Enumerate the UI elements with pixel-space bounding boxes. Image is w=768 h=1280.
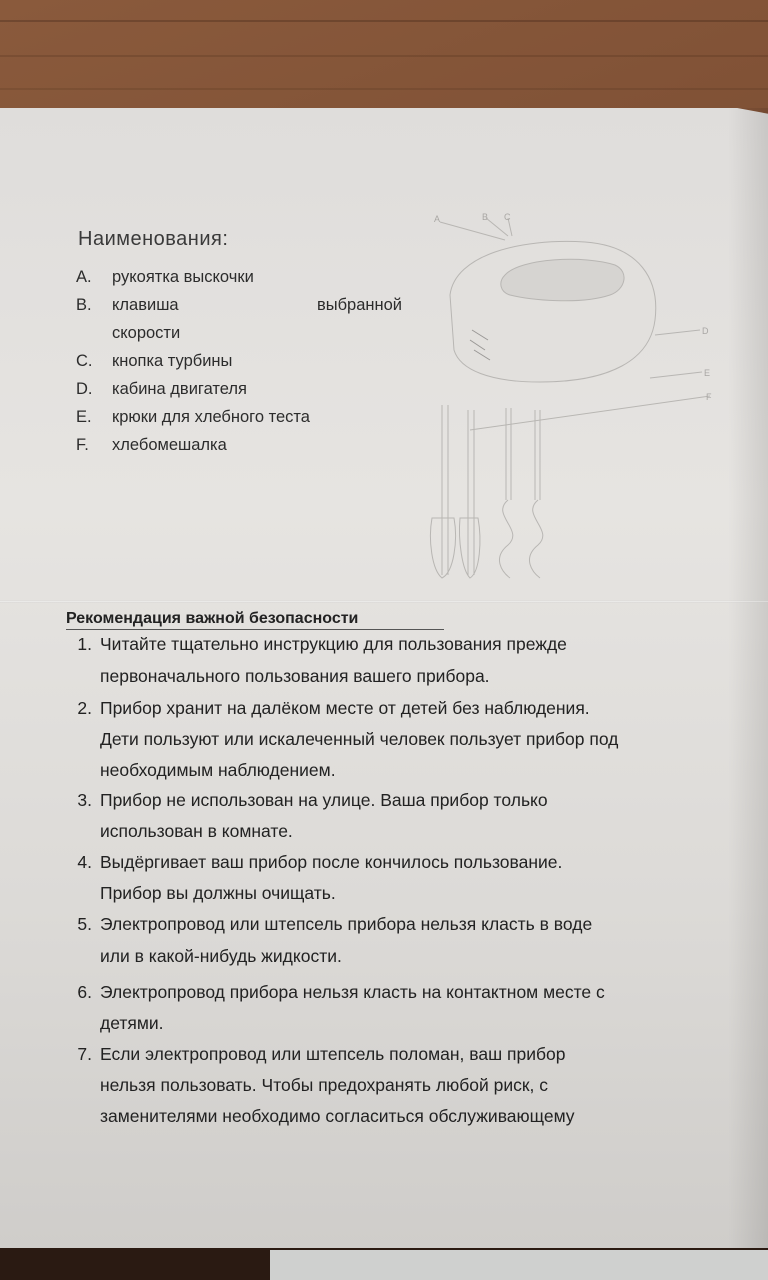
- mixer-diagram: [410, 200, 750, 590]
- safety-heading-underline: [66, 629, 444, 630]
- diagram-label-c: C: [504, 212, 511, 222]
- names-heading: Наименования:: [78, 228, 229, 250]
- part-item-e: E. крюки для хлебного теста: [76, 408, 310, 426]
- part-item-c: C. кнопка турбины: [76, 352, 233, 370]
- diagram-label-a: A: [434, 214, 441, 224]
- diagram-label-d: D: [702, 326, 709, 336]
- part-item-b-continued: скорости: [112, 324, 181, 342]
- diagram-label-f: F: [706, 392, 712, 402]
- part-item-f: F. хлебомешалка: [76, 436, 227, 454]
- part-item-b: B. клавиша выбранной: [76, 296, 402, 314]
- paper-fold: [0, 600, 768, 603]
- safety-heading: Рекомендация важной безопасности: [66, 610, 359, 627]
- diagram-label-e: E: [704, 368, 711, 378]
- parts-list: [76, 268, 402, 464]
- part-item-d: D. кабина двигателя: [76, 380, 247, 398]
- diagram-label-b: B: [482, 212, 489, 222]
- part-item-a: A. рукоятка выскочки: [76, 268, 254, 286]
